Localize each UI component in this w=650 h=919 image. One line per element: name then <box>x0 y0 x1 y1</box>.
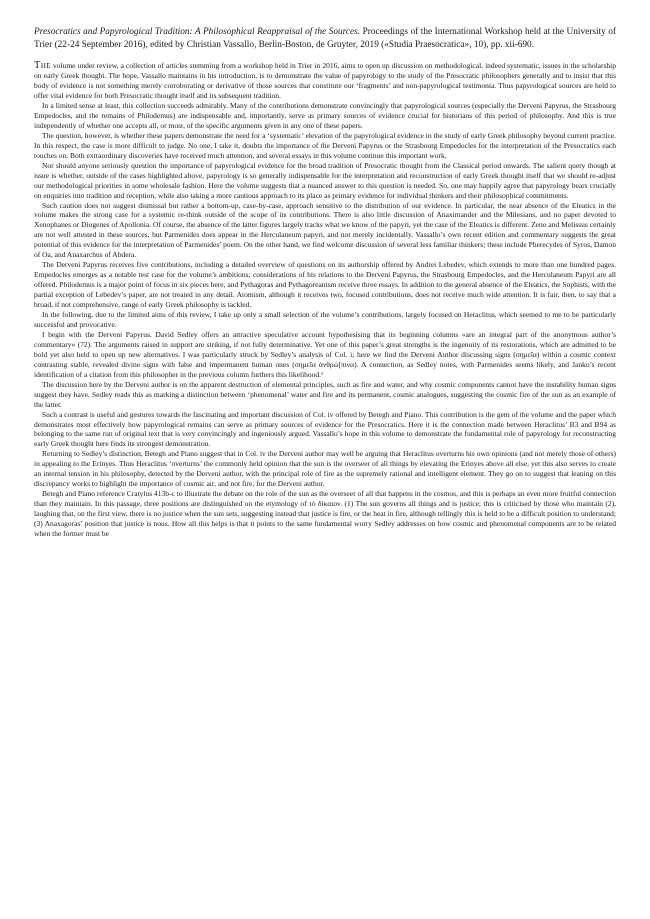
paragraph: The volume under review, a collection of articles stemming from a workshop held in Trier in 2016, aims to open up discussion on methodological, indeed systematic, issues in the scholarship on early Greek thought. The hope, Vassallo maintains in his introduction, is to demonstrate the value of papyrology to the study of the Presocratic philosophers generally and to insist that this body of evidence is not something merely corroborating or derivative of those sources that constitute our ‘fragments’ and non-papyrological testimonia. Thus papyrological sources are held to offer vital evidence for both Presocratic thought itself and its subsequent tradition. <box>34 60 616 101</box>
paragraph: In a limited sense at least, this collection succeeds admirably. Many of the contributions demonstrate convincingly that papyrological sources (especially the Derveni Papyrus, the Strasbourg Empedocles, and the remains of Philodemus) are indispensable and, importantly, serve as primary sources of evidence crucial for historians of this period of philosophy. And this is true independently of whether one accepts all, or most, of the specific arguments given in any one of these papers. <box>34 101 616 130</box>
paragraph: The Derveni Papyrus receives five contributions, including a detailed overview of questions on its authorship offered by Andrei Lebedev, which extends to more than one hundred pages. Empedocles emerges as a notable test case for the volume’s ambitions; considerations of his relations to the Derveni Papyrus, the Strasbourg Empedocles, and the Herculaneum Papyri are all offered. Philodemus is a major point of focus in six pieces here, and Pythagoras and Pythagoreanism receive three essays. In addition to the general absence of the Eleatics, the Sophists, with the partial exception of Lebedev’s paper, are not treated in any detail. Atomism, although it receives two, focused contributions, does not receive much wide attention. It is fair, then, to say that a broad, if not comprehensive, range of early Greek philosophy is tackled. <box>34 260 616 310</box>
paragraph: Returning to Sedley’s distinction, Betegh and Piano suggest that in Col. iv the Derveni author may well be arguing that Heraclitus overturns his own opinions (and not merely those of others) in appealing to the Erinyes. Thus Heraclitus ‘overturns’ the commonly held opinion that the sun is the overseer of all things by elevating the Erinyes above all else, yet this also serves to create an internal tension in his philosophy, detected by the Derveni author, with the principal role of fire as the supremely rational and intelligent element. They go on to suggest that leaning on this discrepancy works to highlight the importance of cosmic air, and not fire, for the Derveni author. <box>34 449 616 489</box>
paragraph: In the following, due to the limited aims of this review, I take up only a small selection of the volume’s contributions, largely focused on Heraclitus, which seemed to me to be particularly successful and provocative. <box>34 310 616 329</box>
paragraph: I begin with the Derveni Papyrus. David Sedley offers an attractive speculative account hypothesising that its beginning columns «are an integral part of the anonymous author’s commentary» (72). The arguments raised in support are striking, if not fully determinative. Yet one of this paper’s great strengths is the ingenuity of its restorations, which are admitted to be bold yet also held to open up new alternatives. I was particularly struck by Sedley’s analysis of Col. i; here we find the Derveni Author discussing signs (σημεῖα) within a cosmic context contrasting stable, revealed divine signs with false and impermanent human ones (σημεῖα ἀνθρώ[πινα). A connection, as Sedley notes, with Parmenides seems likely, and Janko’s recent identification of a citation from this philosopher in the previous column furthers this likelihood.¹ <box>34 329 616 379</box>
paragraph: Such caution does not suggest dismissal but rather a bottom-up, case-by-case, approach sensitive to the distribution of our evidence. In particular, the near absence of the Eleatics in the volume makes the strong case for a systemic re-think outside of the scope of its contributions. There is also little discussion of Anaximander and the Milesians, and no paper devoted to Xenophanes or Diogenes of Apollonia. Of course, the absence of the latter figures largely tracks what we know of the papyri, yet the case of the Eleatics is different. Zeno and Melissus certainly are not well attested in these sources, but Parmenides does appear in the Herculaneum papyri, and not merely incidentally. Vassallo’s own recent edition and commentary suggests the great potential of this evidence for the interpretation of Parmenides’ poem. On the other hand, we find welcome discussion of several less familiar thinkers; these include Pherecydes of Syros, Damon of Oa, and Anaxarchus of Abdera. <box>34 200 616 260</box>
opening-word: The <box>34 60 51 72</box>
book-citation <box>34 26 616 51</box>
paragraph: Betegh and Piano reference Cratylus 413b-c to illustrate the debate on the role of the sun as the overseer of all that happens in the cosmos, and this is perhaps an even more fruitful connection than they maintain. In this passage, three positions are distinguished on the etymology of τὸ δίκαιον. (1) The sun governs all things and is justice; this is criticised by those who maintain (2), laughing that, on the first view, there is no justice when the sun sets, suggesting instead that justice is fire, or the heat in fire, although tellingly this is held to be a difficult position to understand; (3) Anaxagoras’ position that justice is nous. How all this helps is that it points to the same fundamental worry Sedley addresses on how cosmic and phenomenal components are to be related when the former must be <box>34 489 616 538</box>
paragraph: Such a contrast is useful and gestures towards the fascinating and important discussion of Col. iv offered by Betegh and Piano. This contribution is the gem of the volume and the paper which demonstrates most effectively how papyrological remains can serve as primary sources of evidence for the Presocratics. Here it is the connection made between Heraclitus’ B3 and B94 as belonging to the same run of original text that is very convincingly and ingeniously argued. Vassallo’s hope in this volume to demonstrate the fundamental role of papyrology for reconstructing early Greek thought here finds its strongest demonstration. <box>34 409 616 449</box>
review-body <box>34 61 616 539</box>
book-title: Presocratics and Papyrological Tradition: A Philosophical Reappraisal of the Sources. <box>34 27 361 37</box>
paragraph: The discussion here by the Derveni author is on the apparent destruction of elemental principles, such as fire and water, and why cosmic components cannot have the instability human signs suggest they have. Sedley reads this as marking a distinction between ‘phenomenal’ water and fire and its permanent, cosmic analogues, suggesting the cosmic fire of the sun as an example of the latter. <box>34 379 616 409</box>
paragraph: The question, however, is whether these papers demonstrate the need for a ‘systematic’ elevation of the papyrological evidence in the study of early Greek philosophy beyond current practice. In this respect, the case is more difficult to judge. No one, I take it, doubts the importance of the Derveni Papyrus or the Strasbourg Empedocles for the interpretation of the Presocratics each touches on. Both extraordinary discoveries have received much attention, and several essays in this volume continue this important work. <box>34 130 616 160</box>
paragraph: Nor should anyone seriously question the importance of papyrological evidence for the broad tradition of Presocratic thought from the Classical period onwards. The salient query though at issue is whether, outside of the cases highlighted above, papyrology is so generally indispensable for the interpretation and reconstruction of early Greek thought itself that we should re-adjust our methodological priorities in some wholesale fashion. Here the volume suggests that a nuanced answer to this question is needed. So, one may happily agree that papyrology bears crucially on enquiries into tradition and reception, while also taking a more cautious approach to its place as primary evidence for individual thinkers and their philosophical commitments. <box>34 160 616 200</box>
book-details: Proceedings of the International Workshop held at the University of Trier (22-24 September 2016), edited by Christian Vassallo, Berlin-Boston, de Gruyter, 2019 («Studia Praesocratica», 10), pp. xii-690. <box>34 27 617 50</box>
